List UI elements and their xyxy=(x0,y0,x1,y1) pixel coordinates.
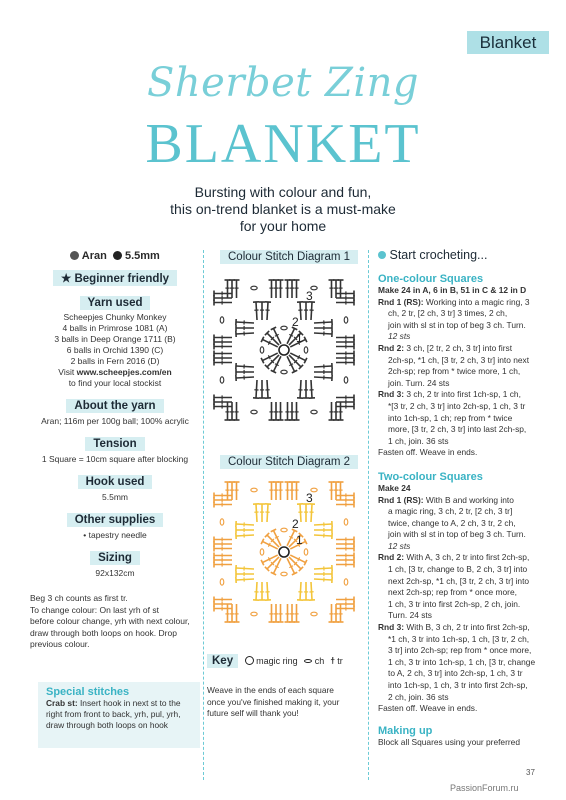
treble-stitch xyxy=(289,536,293,538)
rnd-label: Rnd 2: xyxy=(378,342,405,353)
treble-stitch xyxy=(236,524,254,525)
rnd-line: into 1ch-sp, 1 ch, 3 tr into first 2ch-sp, xyxy=(388,680,528,690)
hook-used-text: 5.5mm xyxy=(102,492,128,502)
chain-stitch xyxy=(251,410,257,414)
treble-stitch xyxy=(236,377,254,378)
section-tag: Blanket xyxy=(467,31,549,54)
start-heading xyxy=(378,248,548,262)
weave-line: Weave in the ends of each square xyxy=(207,685,334,695)
rnd-label: Rnd 2: xyxy=(378,552,405,563)
special-line: Insert hook in next st to the xyxy=(77,698,181,708)
rnd-line: 2ch-sp, *1 ch, [3 tr, 2 ch, 3 tr] into next xyxy=(388,354,530,365)
treble-stitch xyxy=(267,582,268,600)
yarn-line: Scheepjes Chunky Monkey xyxy=(63,312,167,322)
rnd-line: join. Turn. 24 sts xyxy=(388,377,450,388)
treble-stitch xyxy=(289,566,293,568)
treble-stitch xyxy=(311,380,312,398)
chain-stitch xyxy=(220,377,224,383)
two-colour-heading: Two-colour Squares xyxy=(378,470,483,483)
treble-stitch xyxy=(314,322,332,323)
yarn-used-list xyxy=(30,312,200,389)
sizing-heading: Sizing xyxy=(90,551,140,565)
rnd-line: With A, 3 ch, 2 tr into first 2ch-sp, xyxy=(404,552,530,563)
chain-stitch xyxy=(344,519,348,525)
intro-line: Bursting with colour and fun, xyxy=(194,184,372,200)
star-icon: ★ xyxy=(60,273,75,285)
rnd-line: 12 sts xyxy=(388,331,411,342)
weave-line: once you've finished making it, your xyxy=(207,696,340,707)
info-column xyxy=(30,248,200,651)
special-term: Crab st: xyxy=(46,698,78,708)
one-colour-rnd2 xyxy=(378,343,548,389)
tension-text: 1 Square = 10cm square after blocking xyxy=(41,454,189,464)
chain-stitch xyxy=(251,488,257,492)
key-tr: tr xyxy=(337,656,343,666)
treble-stitch xyxy=(268,557,270,561)
treble-stitch xyxy=(314,366,332,367)
rnd-line: 2ch-sp; rep from * twice more, 1 ch, xyxy=(388,366,521,377)
chain-stitch xyxy=(220,519,224,525)
rnd-line: *[3 tr, 2 ch, 3 tr] into 2ch-sp, 1 ch, 3 tr xyxy=(388,400,526,411)
chain-stitch xyxy=(260,347,264,353)
treble-stitch xyxy=(275,334,279,336)
key-magic-ring: magic ring xyxy=(256,656,298,666)
treble-stitch xyxy=(236,579,254,580)
key-label: Key xyxy=(207,654,238,668)
special-line: draw through both loops on hook xyxy=(46,720,168,730)
yarn-line: 4 balls in Primrose 1081 (A) xyxy=(62,323,168,333)
yarn-line: 3 balls in Deep Orange 1711 (B) xyxy=(54,334,176,344)
rnd-line: 12 sts xyxy=(388,540,411,551)
chain-stitch xyxy=(311,410,317,414)
treble-stitch xyxy=(236,322,254,323)
sizing-text: 92x132cm xyxy=(95,568,135,578)
level-label: Beginner friendly xyxy=(74,273,170,285)
yarn-line: 6 balls in Orchid 1390 (C) xyxy=(66,345,164,355)
rnd-line: to A, 2 ch, 3 tr] into 2ch-sp, 1 ch, 3 tr xyxy=(388,668,523,679)
rnd-line: Turn. 24 sts xyxy=(388,610,432,621)
rnd-line: into 1ch-sp, 1 ch; rep from * twice xyxy=(388,412,513,423)
treble-stitch xyxy=(289,364,293,366)
column-divider xyxy=(203,250,204,780)
rnd-line: *1 ch, 3 tr into 1ch-sp, 1 ch, [3 tr, 2 ch, xyxy=(388,633,530,644)
round-label: 3 xyxy=(306,289,313,303)
note-line: draw through both loops on hook. Drop xyxy=(30,627,177,638)
note-line: Beg 3 ch counts as first tr. xyxy=(30,593,128,603)
rnd-label: Rnd 1 (RS): xyxy=(378,494,424,505)
rnd-line: more, [3 tr, 2 ch, 3 tr] into last 2ch-sp, xyxy=(388,424,527,435)
rnd-line: With B and working into xyxy=(423,494,514,505)
magic-ring-icon xyxy=(245,656,254,665)
hook-icon xyxy=(113,251,122,260)
rnd-line: 1 ch, 3 tr into first 2ch-sp, 2 ch, join. xyxy=(388,598,521,609)
treble-stitch xyxy=(256,302,257,320)
treble-stitch xyxy=(236,535,254,536)
intro-line: this on-trend blanket is a must-make xyxy=(170,201,396,217)
about-yarn-heading: About the yarn xyxy=(66,399,163,413)
treble-stitch xyxy=(300,504,301,522)
treble-stitch xyxy=(275,566,279,568)
treble-stitch xyxy=(236,333,254,334)
magic-ring xyxy=(279,547,289,557)
rnd-line: Working into a magic ring, 3 xyxy=(423,296,530,307)
special-stitches-heading: Special stitches xyxy=(46,686,130,698)
chain-stitch xyxy=(304,347,308,353)
yarn-line: 2 balls in Fern 2016 (D) xyxy=(70,356,160,366)
chain-stitch xyxy=(344,377,348,383)
treble-stitch xyxy=(275,364,279,366)
fasten-off: Fasten off. Weave in ends. xyxy=(378,447,478,458)
rnd-line: twice, change to A, 2 ch, 3 tr, 2 ch, xyxy=(388,517,516,528)
level-badge xyxy=(53,270,177,286)
treble-stitch xyxy=(314,377,332,378)
chain-icon xyxy=(304,659,312,663)
rnd-line: ch, 2 tr, [2 ch, 3 tr] 3 times, 2 ch, xyxy=(388,308,508,319)
page-number: 37 xyxy=(526,768,535,777)
diagram2-title: Colour Stitch Diagram 2 xyxy=(220,455,358,469)
chain-stitch xyxy=(281,572,287,576)
two-colour-make: Make 24 xyxy=(378,482,411,493)
making-up-heading: Making up xyxy=(378,724,433,737)
chain-stitch xyxy=(344,579,348,585)
yarn-used-heading: Yarn used xyxy=(80,296,151,310)
two-colour-rnd1 xyxy=(378,495,548,553)
special-stitches-text xyxy=(46,698,192,731)
treble-stitch xyxy=(314,524,332,525)
visit-line xyxy=(30,367,200,378)
title-script: Sherbet Zing xyxy=(147,60,419,106)
title-main: BLANKET xyxy=(145,113,421,175)
hook-size: 5.5mm xyxy=(124,250,160,262)
yarn-ball-icon xyxy=(70,251,79,260)
rnd-line: With B, 3 ch, 2 tr into first 2ch-sp, xyxy=(404,622,530,633)
chain-stitch xyxy=(251,612,257,616)
stitch-diagram-2 xyxy=(210,478,358,626)
note-line: before colour change, yrh with next colour, xyxy=(30,616,190,626)
intro-line: for your home xyxy=(239,218,327,234)
start-text: Start crocheting... xyxy=(389,248,488,262)
rnd-line: join with sl st in top of beg 3 ch. Turn. xyxy=(388,319,526,330)
two-colour-rnd3 xyxy=(378,622,548,703)
column-divider xyxy=(368,250,369,780)
rnd-line: 3 tr] into 2ch-sp; rep from * once more, xyxy=(388,645,532,656)
treble-stitch xyxy=(314,333,332,334)
treble-stitch xyxy=(300,380,301,398)
fasten-off: Fasten off. Weave in ends. xyxy=(378,703,478,714)
stitch-diagram-1 xyxy=(210,276,358,424)
about-yarn-text: Aran; 116m per 100g ball; 100% acrylic xyxy=(41,416,189,426)
chain-stitch xyxy=(260,549,264,555)
rnd-label: Rnd 1 (RS): xyxy=(378,296,424,307)
yarn-weight: Aran xyxy=(81,250,107,262)
treble-stitch xyxy=(267,380,268,398)
treble-stitch xyxy=(300,302,301,320)
rnd-label: Rnd 3: xyxy=(378,622,405,633)
treble-stitch xyxy=(311,302,312,320)
round-label: 1 xyxy=(296,331,303,345)
chain-stitch xyxy=(281,370,287,374)
one-colour-heading: One-colour Squares xyxy=(378,273,484,285)
rnd-line: a magic ring, 3 ch, 2 tr, [2 ch, 3 tr] xyxy=(388,506,513,517)
pattern-notes xyxy=(30,593,200,651)
rnd-line: 3 ch, 2 tr into first 1ch-sp, 1 ch, xyxy=(404,389,521,400)
rnd-line: next 2ch-sp, *1 ch, [3 tr, 2 ch, 3 tr] into xyxy=(388,575,530,586)
treble-stitch xyxy=(268,543,270,547)
rnd-line: join with sl st in top of beg 3 ch. Turn. xyxy=(388,529,526,540)
chain-stitch xyxy=(281,528,287,532)
round-label: 1 xyxy=(296,533,303,547)
rnd-line: 3 ch, [2 tr, 2 ch, 3 tr] into first xyxy=(404,342,513,353)
treble-stitch xyxy=(267,302,268,320)
treble-stitch xyxy=(268,341,270,345)
treble-stitch xyxy=(256,504,257,522)
round-label: 2 xyxy=(292,315,299,329)
chain-stitch xyxy=(220,579,224,585)
key-ch: ch xyxy=(314,656,325,666)
rnd-line: 1 ch, [3 tr, change to B, 2 ch, 3 tr] into xyxy=(388,564,528,575)
treble-stitch xyxy=(267,504,268,522)
special-stitches-box xyxy=(38,682,200,748)
note-line: previous colour. xyxy=(30,639,90,649)
treble-stitch xyxy=(256,380,257,398)
treble-stitch xyxy=(236,568,254,569)
watermark: PassionForum.ru xyxy=(450,783,519,793)
chain-stitch xyxy=(344,317,348,323)
treble-stitch xyxy=(300,582,301,600)
instructions-column xyxy=(378,248,548,748)
treble-stitch xyxy=(298,355,300,359)
bullet-icon xyxy=(378,251,386,259)
rnd-label: Rnd 3: xyxy=(378,389,405,400)
chain-stitch xyxy=(281,326,287,330)
treble-stitch xyxy=(298,557,300,561)
round-label: 2 xyxy=(292,517,299,531)
rnd-line: 1 ch, join. 36 sts xyxy=(388,435,449,446)
one-colour-rnd3 xyxy=(378,389,548,447)
chain-stitch xyxy=(251,286,257,290)
other-supplies-heading: Other supplies xyxy=(67,513,164,527)
magic-ring xyxy=(279,345,289,355)
yarn-link[interactable]: www.scheepjes.com/en xyxy=(76,367,172,377)
one-colour-make: Make 24 in A, 6 in B, 51 in C & 12 in D xyxy=(378,285,527,295)
treble-stitch xyxy=(289,334,293,336)
making-up-text: Block all Squares using your preferred xyxy=(378,736,520,747)
intro-text xyxy=(0,184,566,235)
treble-stitch xyxy=(256,582,257,600)
note-line: To change colour: On last yrh of st xyxy=(30,604,159,615)
tension-heading: Tension xyxy=(85,437,144,451)
specs-row xyxy=(30,250,200,262)
treble-stitch xyxy=(268,355,270,359)
chain-stitch xyxy=(304,549,308,555)
treble-stitch xyxy=(275,536,279,538)
treble-stitch xyxy=(311,582,312,600)
treble-stitch xyxy=(311,504,312,522)
stockist-line: to find your local stockist xyxy=(68,378,162,388)
visit-prefix: Visit xyxy=(58,367,77,377)
hook-used-heading: Hook used xyxy=(78,475,153,489)
two-colour-rnd2 xyxy=(378,552,548,622)
treble-stitch xyxy=(314,579,332,580)
other-supplies-text: • tapestry needle xyxy=(83,530,147,540)
weave-line: future self will thank you! xyxy=(207,708,299,719)
rnd-line: next 2ch-sp; rep from * once more, xyxy=(388,587,517,598)
treble-stitch xyxy=(314,568,332,569)
weave-note xyxy=(207,685,365,720)
treble-stitch xyxy=(236,366,254,367)
rnd-line: 1 ch, 3 tr into 1ch-sp, 1 ch, [3 tr, change xyxy=(388,656,536,667)
rnd-line: 2 ch, join. 36 sts xyxy=(388,691,449,702)
one-colour-rnd1 xyxy=(378,297,548,343)
treble-icon: ϯ xyxy=(330,656,335,666)
treble-stitch xyxy=(314,535,332,536)
chain-stitch xyxy=(220,317,224,323)
diagram-key xyxy=(207,654,367,670)
special-line: right from front to back, yrh, pul, yrh, xyxy=(46,709,181,719)
round-label: 3 xyxy=(306,491,313,505)
chain-stitch xyxy=(311,612,317,616)
diagram1-title: Colour Stitch Diagram 1 xyxy=(220,250,358,264)
